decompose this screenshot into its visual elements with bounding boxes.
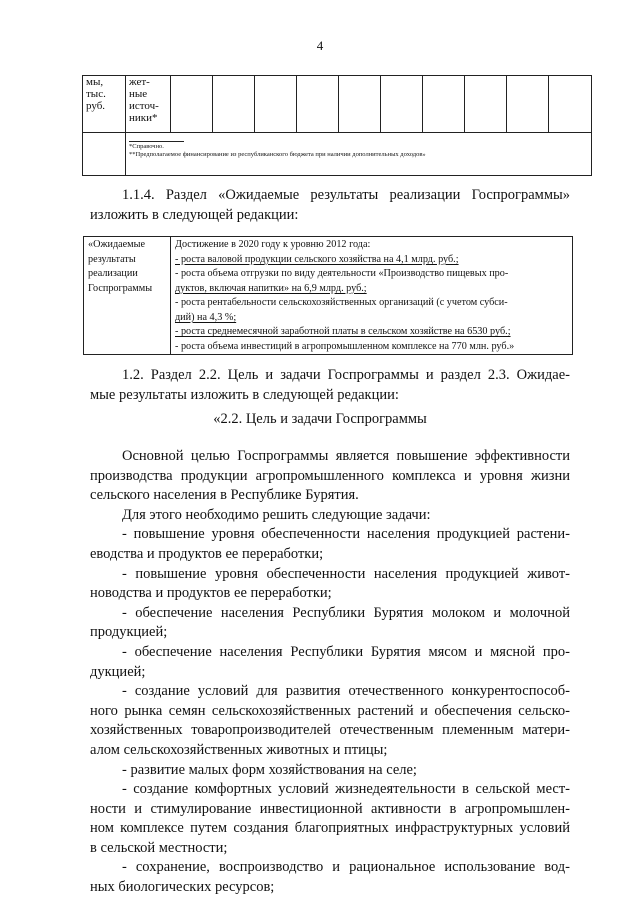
body-line: - создание условий для развития отечественного конкурентоспособ-: [122, 683, 570, 700]
footnote-2: **Предполагаемое финансирование из республиканского бюджета при наличии дополнительных доходов»: [129, 151, 426, 158]
table-row: [83, 133, 592, 176]
empty-cell: [423, 76, 465, 133]
result-line: Достижение в 2020 году к уровню 2012 года:: [175, 239, 371, 250]
result-line: дий) на 4,3 %;: [175, 311, 237, 323]
source-line: жет-: [129, 76, 150, 88]
section-1-2-paragraph: [90, 366, 570, 405]
label-line: реализации: [88, 268, 138, 279]
result-line: - роста валовой продукции сельского хозяйства на 4,1 млрд. руб.;: [175, 253, 459, 265]
section-1-1-4-paragraph: [90, 186, 570, 225]
section-heading: «2.2. Цель и задачи Госпрограммы: [213, 411, 427, 427]
table-row: [84, 237, 573, 355]
label-line: результаты: [88, 253, 136, 265]
body-line: еводства и продуктов ее переработки;: [90, 545, 324, 562]
unit-cell: [83, 76, 126, 133]
body-line: - развитие малых форм хозяйствования на селе;: [122, 761, 417, 778]
empty-cell: [255, 76, 297, 133]
empty-cell: [507, 76, 549, 133]
empty-cell: [339, 76, 381, 133]
body-line: - создание комфортных условий жизнедеятельности в сельской мест-: [122, 781, 570, 798]
body-line: - сохранение, воспроизводство и рациональное использование вод-: [122, 859, 570, 876]
label-line: Госпрограммы: [88, 282, 153, 294]
empty-cell: [549, 76, 592, 133]
source-line: ные: [129, 88, 148, 100]
body-line: в сельской местности;: [90, 839, 228, 856]
empty-cell: [381, 76, 423, 133]
source-line: источ-: [129, 100, 159, 112]
body-line: новодства и продуктов ее переработки;: [90, 585, 332, 602]
footnote-1: *Справочно.: [129, 143, 164, 150]
results-label-cell: [84, 237, 171, 355]
body-line: Для этого необходимо решить следующие задачи:: [122, 506, 431, 523]
unit-line: тыс.: [86, 88, 106, 100]
empty-cell: [171, 76, 213, 133]
result-line: - роста рентабельности сельскохозяйственных организаций (с учетом субси-: [175, 297, 508, 308]
body-line: ных биологических ресурсов;: [90, 879, 275, 896]
paragraph-line: изложить в следующей редакции:: [90, 206, 299, 223]
footnote-rule: [129, 141, 184, 142]
empty-cell: [83, 133, 126, 176]
body-line: сельского населения в Республике Бурятия.: [90, 487, 359, 504]
paragraph-line: 1.2. Раздел 2.2. Цель и задачи Госпрограммы и раздел 2.3. Ожидае-: [122, 367, 570, 383]
source-cell: [126, 76, 171, 133]
result-line: дуктов, включая напитки» на 6,9 млрд. руб.;: [175, 282, 367, 294]
paragraph-line: 1.1.4. Раздел «Ожидаемые результаты реализации Госпрограммы»: [122, 187, 570, 203]
label-line: «Ожидаемые: [88, 239, 145, 250]
body-line: ном комплексе путем создания благоприятных инфраструктурных условий: [90, 820, 570, 837]
body-line: - обеспечение населения Республики Бурятия молоком и молочной: [122, 604, 570, 621]
empty-cell: [465, 76, 507, 133]
body-line: ного рынка семян сельскохозяйственных растений и обеспечения сельско-: [90, 702, 570, 719]
result-line: - роста объема отгрузки по виду деятельности «Производство пищевых про-: [175, 268, 509, 279]
body-line: ности и стимулирование инвестиционной активности в агропромышлен-: [90, 800, 570, 817]
empty-cell: [213, 76, 255, 133]
body-line: продукцией;: [90, 624, 168, 641]
body-line: алом сельскохозяйственных животных и птицы;: [90, 741, 388, 758]
page-number: 4: [316, 38, 324, 53]
financing-table-fragment: [82, 75, 592, 176]
body-line: Основной целью Госпрограммы является повышение эффективности: [122, 448, 570, 464]
expected-results-table: [83, 236, 573, 355]
body-line: хозяйственных товаропроизводителей отечественным племенным матери-: [90, 722, 570, 739]
footnotes-cell: [126, 133, 592, 176]
body-line: - повышение уровня обеспеченности населения продукцией живот-: [122, 565, 570, 582]
source-line: ники*: [129, 112, 158, 124]
body-line: - повышение уровня обеспеченности населения продукцией растени-: [122, 526, 570, 543]
result-line: - роста объема инвестиций в агропромышленном комплексе на 770 млн. руб.»: [175, 340, 515, 352]
body-line: производства продукции агропромышленного комплекса и уровня жизни: [90, 467, 570, 484]
body-text: [90, 447, 570, 898]
unit-line: руб.: [86, 100, 106, 112]
empty-cell: [297, 76, 339, 133]
body-line: дукцией;: [90, 663, 146, 680]
unit-line: мы,: [86, 76, 104, 88]
paragraph-line: мые результаты изложить в следующей редакции:: [90, 386, 399, 403]
result-line: - роста среднемесячной заработной платы в сельском хозяйстве на 6530 руб.;: [175, 326, 511, 337]
table-row: [83, 76, 592, 133]
body-line: - обеспечение населения Республики Бурятия мясом и мясной про-: [122, 643, 570, 660]
results-content-cell: [171, 237, 573, 355]
